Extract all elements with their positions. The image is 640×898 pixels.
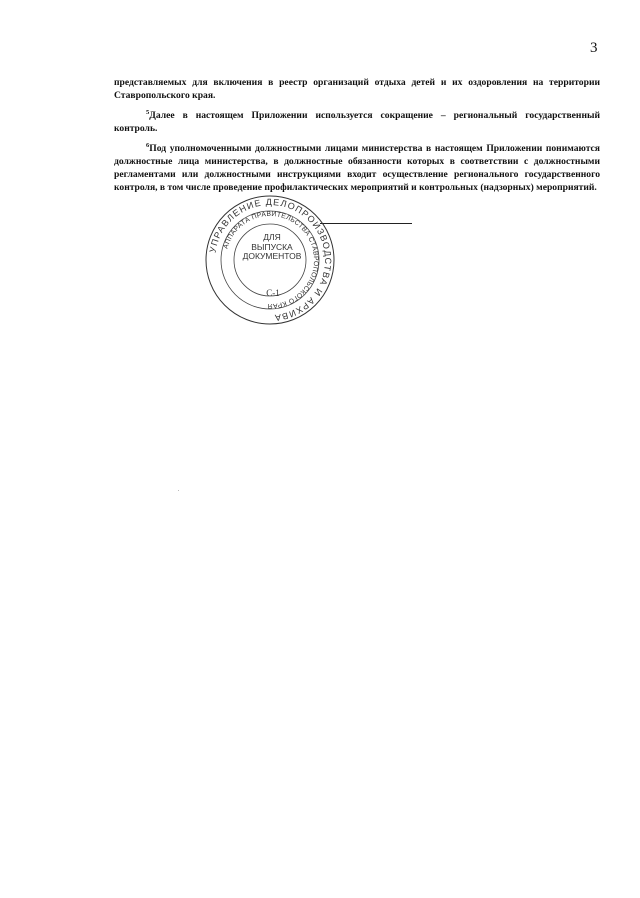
stamp-center-line-2: ВЫПУСКА	[251, 241, 293, 252]
stamp-center-line-3: ДОКУМЕНТОВ	[242, 251, 302, 261]
footnote-6-mark: 6	[146, 141, 150, 149]
stamp-center-line-1: ДЛЯ	[263, 232, 281, 242]
stamp-outer-text: УПРАВЛЕНИЕ ДЕЛОПРОИЗВОДСТВА И АРХИВА	[207, 196, 334, 323]
page-number: 3	[590, 40, 598, 56]
stamp-middle-text: АППАРАТА ПРАВИТЕЛЬСТВА СТАВРОПОЛЬСКОГО КРАЯ	[222, 210, 320, 310]
footnote-5	[114, 109, 600, 135]
scan-speck	[178, 490, 179, 491]
footnote-6	[114, 142, 600, 194]
footnote-5-mark: 5	[146, 108, 150, 116]
footnote-6-text: Под уполномоченными должностными лицами министерства в настоящем Приложении понимаются должностные лица министерства, в должностные обязанности которых в соответствии с должностными регламентами или должностными инструкциями входит осуществление регионального государственного контроля, в том числе проведение профилактических мероприятий и контрольных (надзорных) мероприятий.	[114, 143, 600, 193]
stamp-code: С-1	[266, 288, 280, 298]
document-body	[114, 76, 600, 201]
footnote-5-text: Далее в настоящем Приложении используется сокращение – региональный государственный контроль.	[114, 110, 600, 134]
paragraph-continuation: представляемых для включения в реестр организаций отдыха детей и их оздоровления на территории Ставропольского края.	[114, 77, 600, 101]
stamp-center-text	[240, 233, 304, 262]
